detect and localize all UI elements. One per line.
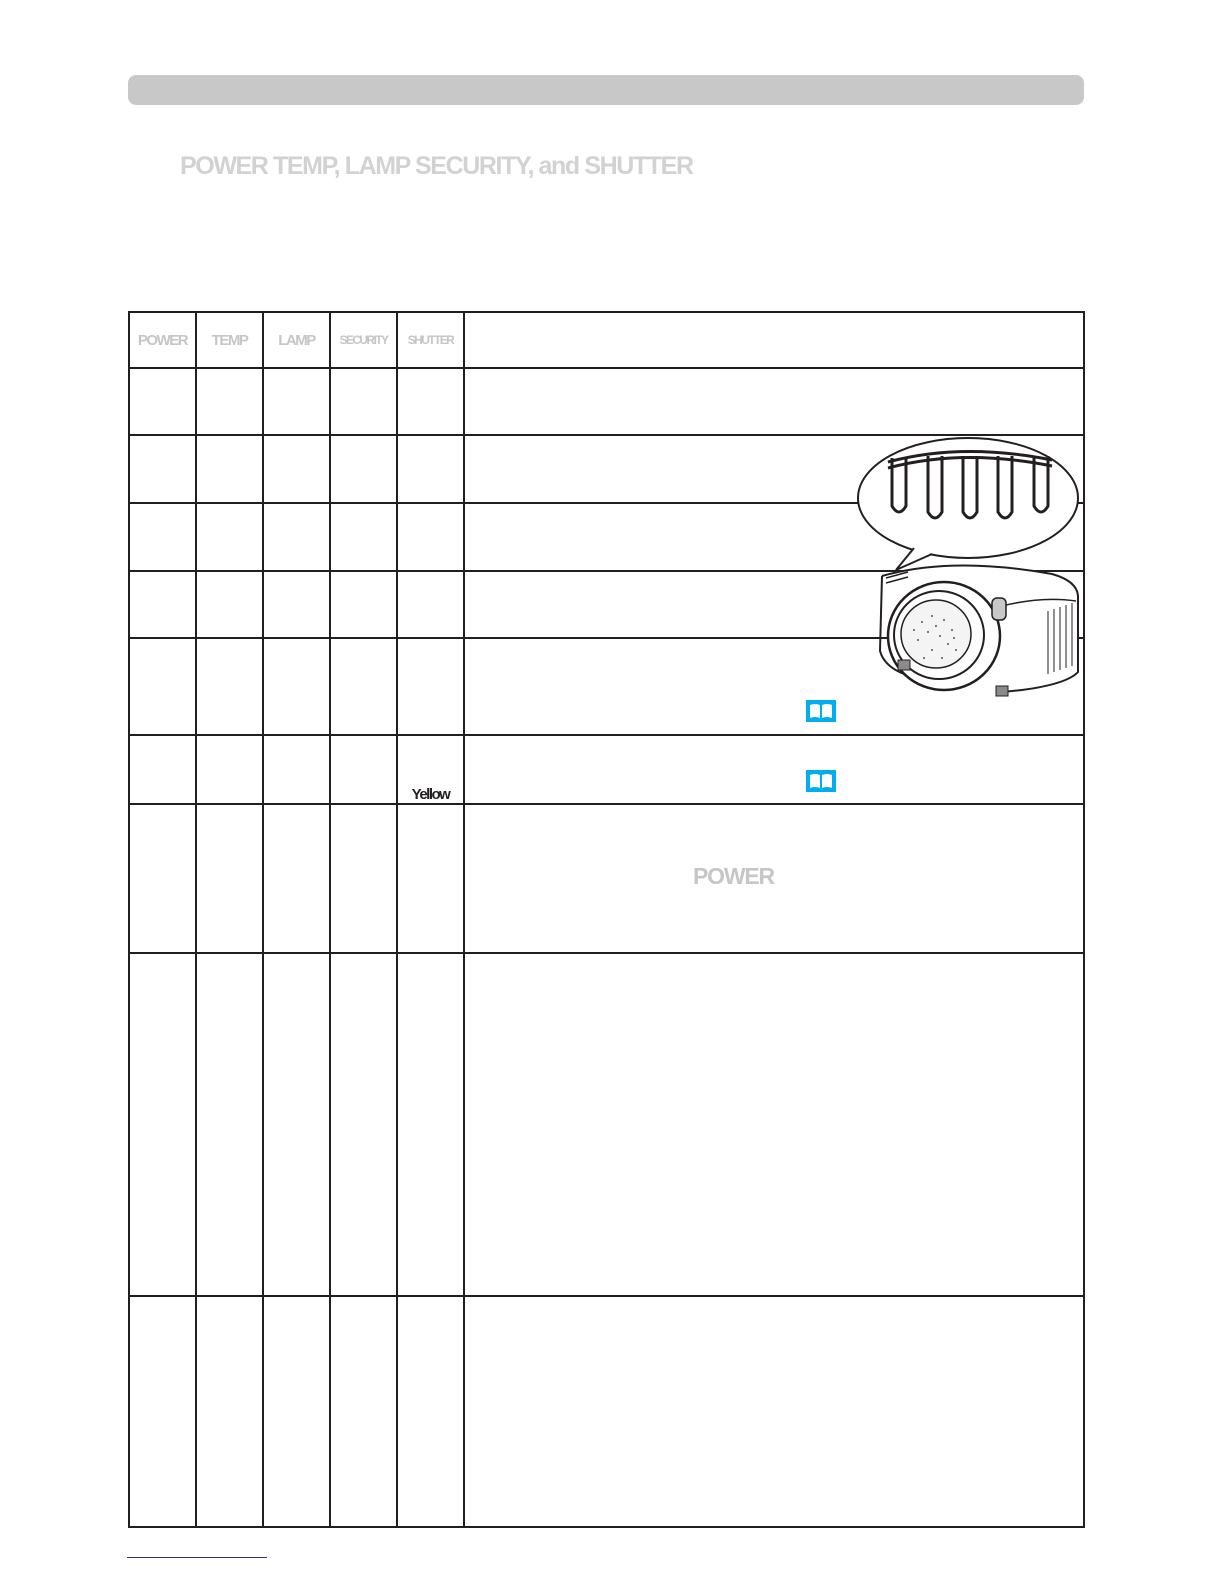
cell-temp bbox=[196, 638, 263, 735]
column-header-temp: TEMP bbox=[196, 312, 263, 368]
cell-lamp bbox=[263, 503, 330, 571]
cell-shutter bbox=[397, 503, 464, 571]
cell-power bbox=[129, 435, 196, 503]
cell-security bbox=[330, 1296, 397, 1527]
column-header-power: POWER bbox=[129, 312, 196, 368]
table-header-row bbox=[129, 312, 1084, 368]
cell-shutter bbox=[397, 804, 464, 953]
cell-shutter bbox=[397, 368, 464, 435]
cell-security bbox=[330, 953, 397, 1296]
cell-lamp bbox=[263, 571, 330, 638]
cell-shutter-yellow: Yellow bbox=[397, 735, 464, 804]
cell-temp bbox=[196, 735, 263, 804]
cell-description bbox=[464, 804, 1084, 953]
cell-temp bbox=[196, 804, 263, 953]
cell-lamp bbox=[263, 1296, 330, 1527]
cell-temp bbox=[196, 368, 263, 435]
cell-lamp bbox=[263, 435, 330, 503]
column-header-lamp: LAMP bbox=[263, 312, 330, 368]
cell-power bbox=[129, 638, 196, 735]
cell-shutter bbox=[397, 1296, 464, 1527]
cell-lamp bbox=[263, 735, 330, 804]
cell-temp bbox=[196, 435, 263, 503]
power-word: POWER bbox=[693, 863, 774, 889]
book-icon bbox=[806, 700, 836, 722]
book-icon bbox=[806, 770, 836, 792]
column-header-shutter: SHUTTER bbox=[397, 312, 464, 368]
cell-power bbox=[129, 953, 196, 1296]
cell-temp bbox=[196, 571, 263, 638]
cell-power bbox=[129, 1296, 196, 1527]
table-row bbox=[129, 1296, 1084, 1527]
footer-link-underline[interactable] bbox=[127, 1557, 267, 1558]
cell-lamp bbox=[263, 804, 330, 953]
cell-temp bbox=[196, 503, 263, 571]
cell-temp bbox=[196, 953, 263, 1296]
cell-shutter bbox=[397, 953, 464, 1296]
table-row bbox=[129, 804, 1084, 953]
cell-description bbox=[464, 368, 1084, 435]
cell-shutter bbox=[397, 571, 464, 638]
projector-illustration bbox=[852, 436, 1084, 708]
header-bar bbox=[128, 75, 1084, 105]
cell-shutter bbox=[397, 435, 464, 503]
table-row bbox=[129, 953, 1084, 1296]
table-row bbox=[129, 368, 1084, 435]
cell-lamp bbox=[263, 368, 330, 435]
cell-lamp bbox=[263, 638, 330, 735]
section-title: POWER TEMP, LAMP SECURITY, and SHUTTER bbox=[180, 152, 693, 180]
table-row bbox=[129, 735, 1084, 804]
cell-power bbox=[129, 804, 196, 953]
cell-shutter bbox=[397, 638, 464, 735]
cell-lamp bbox=[263, 953, 330, 1296]
cell-description bbox=[464, 953, 1084, 1296]
cell-power bbox=[129, 368, 196, 435]
column-header-security: SECURITY bbox=[330, 312, 397, 368]
cell-security bbox=[330, 735, 397, 804]
cell-security bbox=[330, 804, 397, 953]
cell-security bbox=[330, 638, 397, 735]
cell-security bbox=[330, 368, 397, 435]
cell-description bbox=[464, 735, 1084, 804]
cell-power bbox=[129, 735, 196, 804]
cell-power bbox=[129, 571, 196, 638]
column-header-description bbox=[464, 312, 1084, 368]
cell-description bbox=[464, 1296, 1084, 1527]
cell-security bbox=[330, 503, 397, 571]
cell-temp bbox=[196, 1296, 263, 1527]
cell-security bbox=[330, 435, 397, 503]
cell-power bbox=[129, 503, 196, 571]
cell-security bbox=[330, 571, 397, 638]
